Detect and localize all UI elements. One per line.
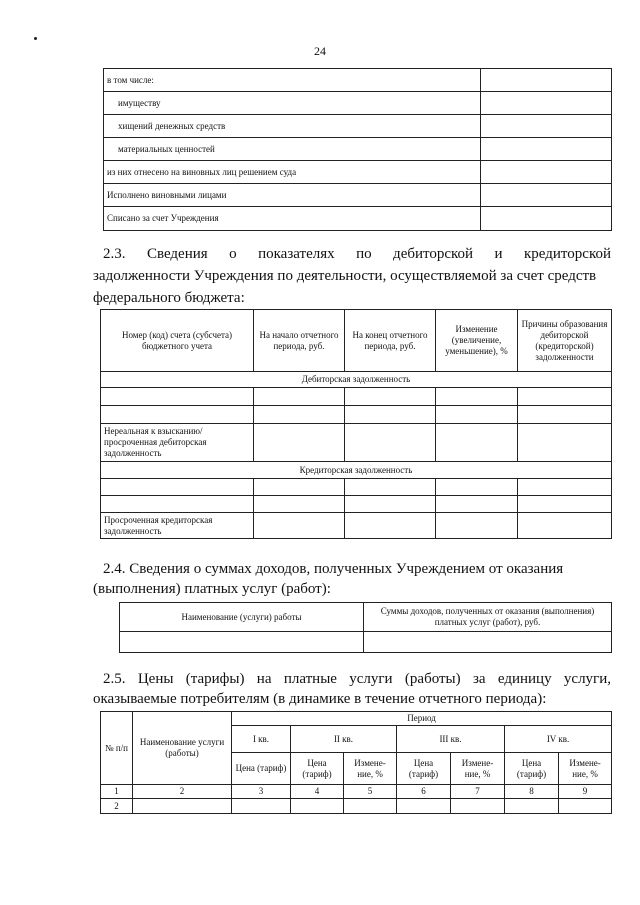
header-change: Измене-ние, %: [559, 753, 612, 785]
col-number: 9: [559, 785, 612, 799]
header-change: Измене-ние, %: [344, 753, 397, 785]
debit-label: Дебиторская задолженность: [101, 372, 612, 388]
losses-table: [103, 68, 612, 231]
row-label: хищений денежных средств: [104, 115, 481, 138]
col-number: 3: [232, 785, 291, 799]
receivables-table: [100, 309, 612, 539]
row-label: Списано за счет Учреждения: [104, 207, 481, 231]
scan-speck: [34, 37, 37, 40]
overdue-credit-label: Просроченная кредиторская задолженность: [101, 513, 254, 539]
header-change: Изменение (увеличение, уменьшение), %: [436, 310, 518, 372]
credit-label: Кредиторская задолженность: [101, 462, 612, 479]
col-number: 7: [451, 785, 505, 799]
header-price: Цена (тариф): [232, 753, 291, 785]
section-2-3-line3: федерального бюджета:: [93, 290, 245, 306]
header-price: Цена (тариф): [505, 753, 559, 785]
row-label: материальных ценностей: [104, 138, 481, 161]
header-account: Номер (код) счета (субсчета) бюджетного учета: [101, 310, 254, 372]
col-number: 2: [133, 785, 232, 799]
header-change: Измене-ние, %: [451, 753, 505, 785]
col-number: 8: [505, 785, 559, 799]
header-no: № п/п: [101, 712, 133, 785]
header-price: Цена (тариф): [397, 753, 451, 785]
overdue-debit-label: Нереальная к взысканию/просроченная дебиторская задолженность: [101, 424, 254, 462]
row-number: 2: [101, 799, 133, 814]
col-number: 5: [344, 785, 397, 799]
header-price: Цена (тариф): [291, 753, 344, 785]
section-2-3-line2: задолженности Учреждения по деятельности, осуществляемой за счет средств: [93, 268, 597, 284]
page-number: 24: [314, 44, 326, 58]
header-income: Суммы доходов, полученных от оказания (выполнения) платных услуг (работ), руб.: [364, 603, 612, 632]
header-q4: IV кв.: [505, 726, 612, 753]
section-2-3-line1: 2.3. Сведения о показателях по дебиторской и кредиторской: [103, 246, 611, 262]
section-2-5-line2: оказываемые потребителям (в динамике в течение отчетного периода):: [93, 691, 547, 707]
header-service-name: Наименование (услуги) работы: [120, 603, 364, 632]
section-2-4-line1: 2.4. Сведения о суммах доходов, полученных Учреждением от оказания: [103, 561, 564, 577]
header-q1: I кв.: [232, 726, 291, 753]
row-label: Исполнено виновными лицами: [104, 184, 481, 207]
row-label: из них отнесено на виновных лиц решением суда: [104, 161, 481, 184]
header-reasons: Причины образования дебиторской (кредиторской) задолженности: [518, 310, 612, 372]
header-end: На конец отчетного периода, руб.: [345, 310, 436, 372]
income-table: [119, 602, 612, 653]
header-q2: II кв.: [291, 726, 397, 753]
header-name: Наименование услуги (работы): [133, 712, 232, 785]
section-2-4-line2: (выполнения) платных услуг (работ):: [93, 581, 331, 597]
row-label: имуществу: [104, 92, 481, 115]
prices-table: [100, 711, 612, 814]
col-number: 6: [397, 785, 451, 799]
col-number: 4: [291, 785, 344, 799]
header-period: Период: [232, 712, 612, 726]
row-label: в том числе:: [104, 69, 481, 92]
header-q3: III кв.: [397, 726, 505, 753]
section-2-5-line1: 2.5. Цены (тарифы) на платные услуги (работы) за единицу услуги,: [103, 671, 611, 687]
col-number: 1: [101, 785, 133, 799]
header-start: На начало отчетного периода, руб.: [254, 310, 345, 372]
